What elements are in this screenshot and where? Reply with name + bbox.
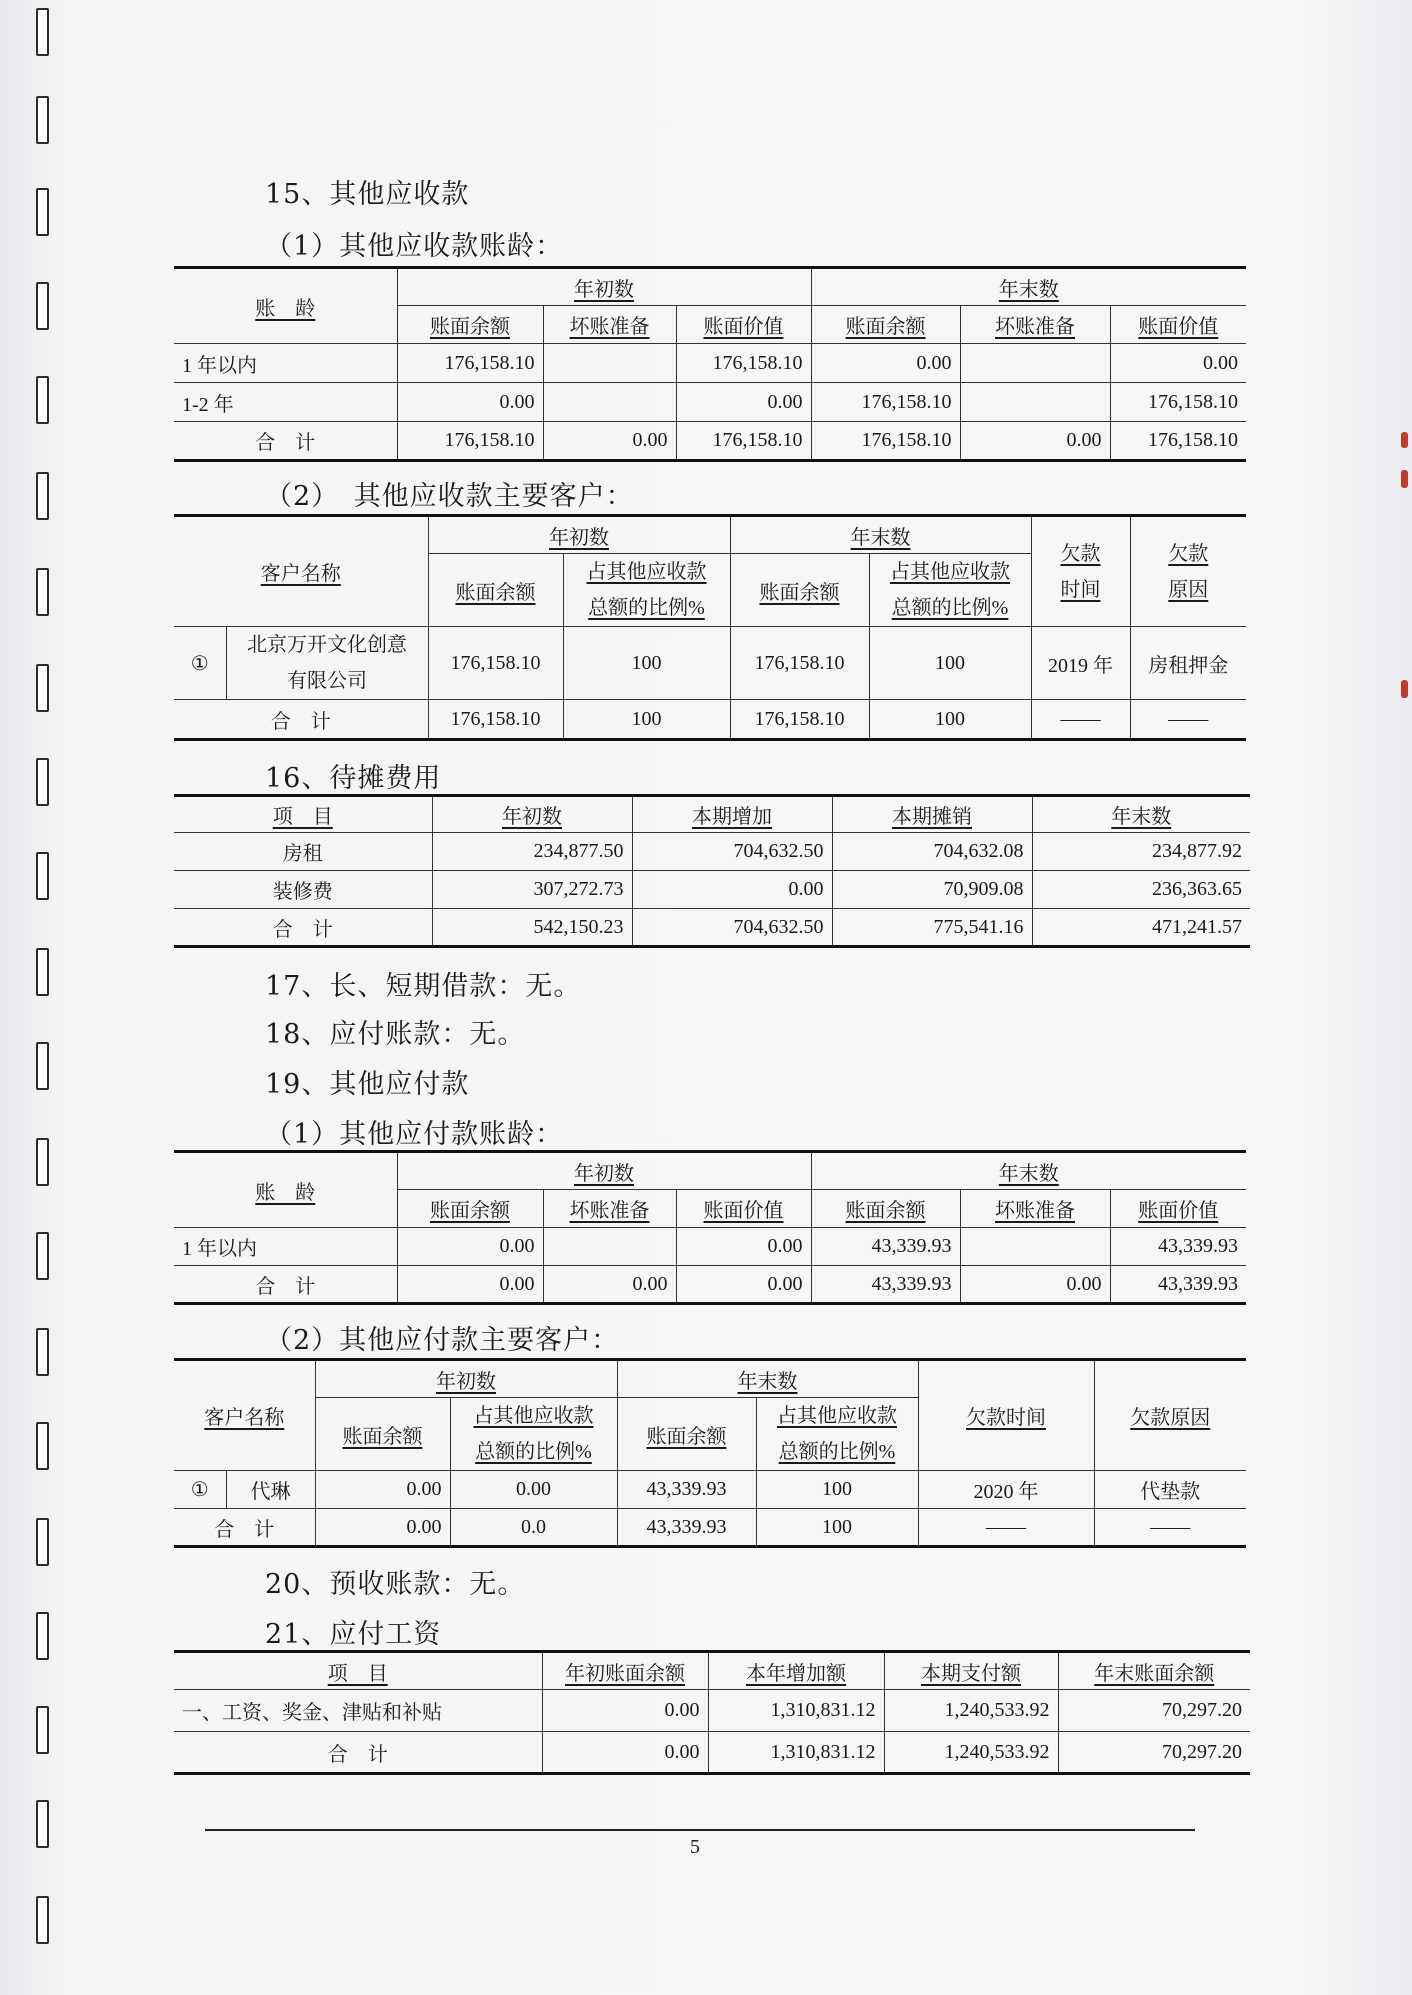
section-19-heading: 19、其他应付款 <box>265 1069 470 1100</box>
col-header: 年初数 <box>432 796 632 833</box>
cell-value: 176,158.10 <box>428 627 563 700</box>
cell-value: 100 <box>756 1509 918 1547</box>
sub-col-header: 坏账准备 <box>960 1190 1110 1228</box>
cell-value: 100 <box>563 627 730 700</box>
table-row <box>174 871 1250 909</box>
col-header-balance: 账面余额 <box>617 1398 756 1471</box>
edge-mark <box>1401 680 1408 698</box>
cell-value: 2020 年 <box>918 1471 1094 1509</box>
col-header-ratio: 占其他应收款总额的比例% <box>450 1398 617 1471</box>
cell-value: 176,158.10 <box>730 700 869 740</box>
cell-value: 100 <box>563 700 730 740</box>
row-label: 房租 <box>174 833 432 871</box>
cell-value <box>960 1228 1110 1266</box>
section-21-heading: 21、应付工资 <box>265 1619 442 1650</box>
col-header-time: 欠款时间 <box>1031 516 1130 627</box>
cell-value: —— <box>1031 700 1130 740</box>
customer-name: 代琳 <box>226 1471 315 1509</box>
edge-mark <box>1401 470 1408 488</box>
cell-value: 0.00 <box>960 422 1110 461</box>
sub-col-header: 坏账准备 <box>543 1190 676 1228</box>
sub-col-header: 账面余额 <box>811 1190 960 1228</box>
cell-value: 0.00 <box>315 1471 450 1509</box>
cell-value: 1,240,533.92 <box>884 1690 1058 1732</box>
cell-value: 0.00 <box>676 383 811 422</box>
cell-value: 176,158.10 <box>811 422 960 461</box>
col-header: 本期摊销 <box>832 796 1032 833</box>
cell-value: 704,632.50 <box>632 833 832 871</box>
col-header-balance: 账面余额 <box>315 1398 450 1471</box>
cell-value: 775,541.16 <box>832 909 1032 947</box>
row-label: 合 计 <box>174 1266 397 1304</box>
section-19-sub1: （1）其他应付款账龄： <box>265 1119 564 1150</box>
section-17: 17、长、短期借款：无。 <box>265 971 582 1002</box>
sub-col-header: 账面余额 <box>397 306 543 344</box>
cell-value: 0.00 <box>397 1266 543 1304</box>
table-row <box>174 1228 1246 1266</box>
cell-value: 1,310,831.12 <box>708 1690 884 1732</box>
col-header-aging: 账 龄 <box>174 1152 397 1228</box>
cell-value: 70,297.20 <box>1058 1732 1250 1774</box>
prepaid-expense-table <box>174 794 1250 948</box>
section-19-sub2: （2）其他应付款主要客户： <box>265 1325 620 1356</box>
cell-value: 176,158.10 <box>397 344 543 383</box>
wages-payable-table <box>174 1650 1250 1775</box>
cell-value: 0.00 <box>811 344 960 383</box>
col-header-time: 欠款时间 <box>918 1360 1094 1471</box>
cell-value: 0.00 <box>543 422 676 461</box>
sub-col-header: 账面价值 <box>676 306 811 344</box>
group-header-start: 年初数 <box>428 516 730 554</box>
cell-value: 0.00 <box>542 1732 708 1774</box>
cell-value: 43,339.93 <box>811 1228 960 1266</box>
col-header: 年初账面余额 <box>542 1652 708 1690</box>
receivable-aging-table <box>174 266 1246 462</box>
cell-value: —— <box>1094 1509 1246 1547</box>
cell-value: 176,158.10 <box>1110 383 1246 422</box>
section-16-heading: 16、待摊费用 <box>265 763 442 794</box>
col-header-balance: 账面余额 <box>428 554 563 627</box>
receivable-customer-table <box>174 514 1246 741</box>
col-header: 项 目 <box>174 796 432 833</box>
edge-mark <box>1401 432 1408 448</box>
row-label: 合 计 <box>174 1509 315 1547</box>
col-header-balance: 账面余额 <box>730 554 869 627</box>
table-row <box>174 344 1246 383</box>
group-header-start: 年初数 <box>315 1360 617 1398</box>
cell-value <box>960 344 1110 383</box>
section-15-heading: 15、其他应收款 <box>265 179 470 210</box>
section-15-sub2: （2） 其他应收款主要客户： <box>265 481 634 512</box>
cell-value: 0.0 <box>450 1509 617 1547</box>
col-header-ratio: 占其他应收款总额的比例% <box>869 554 1031 627</box>
payable-customer-table <box>174 1358 1246 1548</box>
cell-value: 176,158.10 <box>730 627 869 700</box>
cell-value: 0.00 <box>397 383 543 422</box>
row-label: 合 计 <box>174 700 428 740</box>
cell-value: 100 <box>756 1471 918 1509</box>
cell-value: 代垫款 <box>1094 1471 1246 1509</box>
sub-col-header: 坏账准备 <box>960 306 1110 344</box>
cell-value <box>960 383 1110 422</box>
cell-value: 43,339.93 <box>1110 1228 1246 1266</box>
sub-col-header: 账面余额 <box>397 1190 543 1228</box>
cell-value: 房租押金 <box>1130 627 1246 700</box>
table-header-row <box>174 1652 1250 1690</box>
cell-value: 100 <box>869 627 1031 700</box>
cell-value: 307,272.73 <box>432 871 632 909</box>
sub-col-header: 账面价值 <box>1110 306 1246 344</box>
col-header-ratio: 占其他应收款总额的比例% <box>563 554 730 627</box>
group-header-start: 年初数 <box>397 1152 811 1190</box>
cell-value: 0.00 <box>676 1228 811 1266</box>
sub-col-header: 账面余额 <box>811 306 960 344</box>
col-header-customer: 客户名称 <box>174 516 428 627</box>
customer-name: 北京万开文化创意有限公司 <box>226 627 428 700</box>
col-header-aging: 账 龄 <box>174 268 397 344</box>
cell-value: 0.00 <box>450 1471 617 1509</box>
group-header-end: 年末数 <box>811 268 1246 306</box>
cell-value: 70,297.20 <box>1058 1690 1250 1732</box>
cell-value: —— <box>918 1509 1094 1547</box>
table-row <box>174 383 1246 422</box>
cell-value: 0.00 <box>632 871 832 909</box>
cell-value: 0.00 <box>960 1266 1110 1304</box>
table-row <box>174 833 1250 871</box>
cell-value: 176,158.10 <box>811 383 960 422</box>
col-header: 项 目 <box>174 1652 542 1690</box>
section-18: 18、应付账款：无。 <box>265 1019 526 1050</box>
col-header: 年末账面余额 <box>1058 1652 1250 1690</box>
col-header: 本期支付额 <box>884 1652 1058 1690</box>
col-header: 年末数 <box>1032 796 1250 833</box>
total-row <box>174 422 1246 461</box>
row-number: ① <box>174 1471 226 1509</box>
binding-holes <box>0 0 60 1995</box>
row-label: 合 计 <box>174 1732 542 1774</box>
group-header-start: 年初数 <box>397 268 811 306</box>
table-header-row <box>174 796 1250 833</box>
total-row <box>174 1266 1246 1304</box>
cell-value: 43,339.93 <box>1110 1266 1246 1304</box>
cell-value: 176,158.10 <box>428 700 563 740</box>
cell-value <box>543 344 676 383</box>
cell-value: 542,150.23 <box>432 909 632 947</box>
cell-value: 43,339.93 <box>811 1266 960 1304</box>
footer-rule <box>205 1829 1195 1831</box>
cell-value: 1,240,533.92 <box>884 1732 1058 1774</box>
cell-value: —— <box>1130 700 1246 740</box>
cell-value: 0.00 <box>315 1509 450 1547</box>
row-label: 合 计 <box>174 422 397 461</box>
cell-value: 471,241.57 <box>1032 909 1250 947</box>
table-row <box>174 1690 1250 1732</box>
total-row <box>174 1509 1246 1547</box>
total-row <box>174 1732 1250 1774</box>
cell-value: 0.00 <box>1110 344 1246 383</box>
group-header-end: 年末数 <box>811 1152 1246 1190</box>
row-label: 1-2 年 <box>174 383 397 422</box>
cell-value: 236,363.65 <box>1032 871 1250 909</box>
group-header-end: 年末数 <box>617 1360 918 1398</box>
table-row <box>174 1471 1246 1509</box>
section-15-sub1: （1）其他应收款账龄： <box>265 231 564 262</box>
row-label: 1 年以内 <box>174 344 397 383</box>
col-header-reason: 欠款原因 <box>1130 516 1246 627</box>
col-header: 本年增加额 <box>708 1652 884 1690</box>
cell-value: 100 <box>869 700 1031 740</box>
total-row <box>174 700 1246 740</box>
col-header-reason: 欠款原因 <box>1094 1360 1246 1471</box>
row-label: 装修费 <box>174 871 432 909</box>
section-20: 20、预收账款：无。 <box>265 1569 526 1600</box>
col-header: 本期增加 <box>632 796 832 833</box>
cell-value: 176,158.10 <box>1110 422 1246 461</box>
total-row <box>174 909 1250 947</box>
cell-value: 0.00 <box>542 1690 708 1732</box>
cell-value: 70,909.08 <box>832 871 1032 909</box>
col-header-ratio: 占其他应收款总额的比例% <box>756 1398 918 1471</box>
table-row <box>174 627 1246 700</box>
cell-value: 2019 年 <box>1031 627 1130 700</box>
cell-value: 0.00 <box>543 1266 676 1304</box>
cell-value: 176,158.10 <box>397 422 543 461</box>
cell-value: 43,339.93 <box>617 1471 756 1509</box>
cell-value: 176,158.10 <box>676 422 811 461</box>
sub-col-header: 坏账准备 <box>543 306 676 344</box>
cell-value: 43,339.93 <box>617 1509 756 1547</box>
cell-value: 176,158.10 <box>676 344 811 383</box>
col-header-customer: 客户名称 <box>174 1360 315 1471</box>
cell-value: 234,877.50 <box>432 833 632 871</box>
sub-col-header: 账面价值 <box>1110 1190 1246 1228</box>
row-label: 一、工资、奖金、津贴和补贴 <box>174 1690 542 1732</box>
page-number: 5 <box>690 1836 700 1858</box>
cell-value: 1,310,831.12 <box>708 1732 884 1774</box>
row-number: ① <box>174 627 226 700</box>
cell-value: 0.00 <box>676 1266 811 1304</box>
sub-col-header: 账面价值 <box>676 1190 811 1228</box>
cell-value: 704,632.08 <box>832 833 1032 871</box>
cell-value <box>543 1228 676 1266</box>
cell-value: 0.00 <box>397 1228 543 1266</box>
row-label: 合 计 <box>174 909 432 947</box>
cell-value: 234,877.92 <box>1032 833 1250 871</box>
cell-value <box>543 383 676 422</box>
row-label: 1 年以内 <box>174 1228 397 1266</box>
payable-aging-table <box>174 1150 1246 1305</box>
cell-value: 704,632.50 <box>632 909 832 947</box>
group-header-end: 年末数 <box>730 516 1031 554</box>
